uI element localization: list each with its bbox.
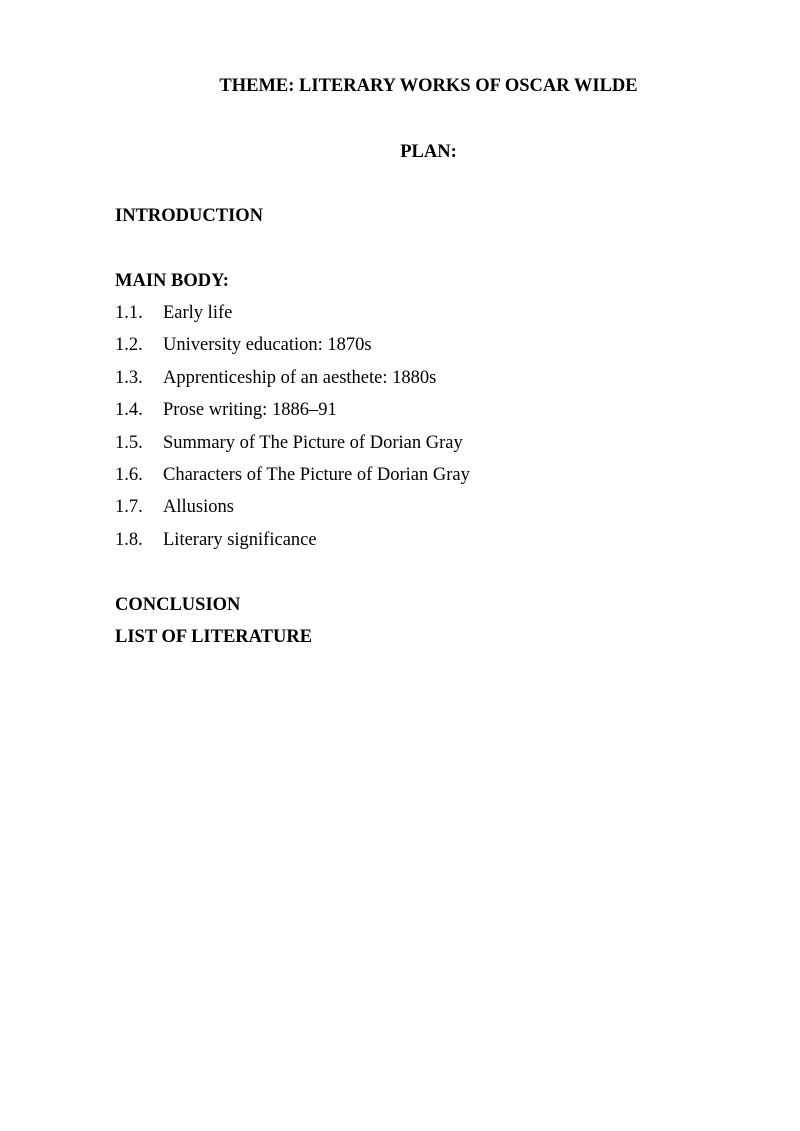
toc-item-number: 1.8. [115, 529, 143, 550]
toc-item [115, 433, 470, 465]
document-theme-title: THEME: LITERARY WORKS OF OSCAR WILDE [219, 76, 638, 96]
toc-item [115, 497, 470, 529]
toc-item-title: Prose writing: 1886–91 [163, 400, 337, 421]
toc-item-title: Summary of The Picture of Dorian Gray [163, 432, 463, 453]
toc-item-title: Early life [163, 303, 233, 323]
conclusion-heading: CONCLUSION [115, 595, 241, 615]
toc-item-title: Characters of The Picture of Dorian Gray [163, 464, 470, 485]
introduction-heading: INTRODUCTION [115, 206, 264, 226]
toc-item-number: 1.6. [115, 464, 143, 485]
toc-item-number: 1.4. [115, 400, 143, 421]
toc-item-number: 1.3. [115, 367, 143, 388]
toc-item [115, 400, 470, 432]
toc-item [115, 368, 470, 400]
toc-item [115, 530, 470, 562]
toc-item-number: 1.1. [115, 303, 143, 323]
main-body-list [115, 303, 470, 562]
toc-item-number: 1.5. [115, 432, 143, 453]
toc-item-title: Allusions [163, 497, 234, 518]
plan-heading: PLAN: [400, 142, 457, 162]
list-of-literature-heading: LIST OF LITERATURE [115, 627, 313, 647]
toc-item [115, 303, 470, 335]
main-body-heading: MAIN BODY: [115, 271, 229, 291]
toc-item [115, 335, 470, 367]
toc-item-number: 1.7. [115, 497, 143, 518]
toc-item [115, 465, 470, 497]
toc-item-title: Apprenticeship of an aesthete: 1880s [163, 367, 437, 388]
toc-item-title: University education: 1870s [163, 335, 372, 356]
toc-item-title: Literary significance [163, 529, 317, 550]
toc-item-number: 1.2. [115, 335, 143, 356]
